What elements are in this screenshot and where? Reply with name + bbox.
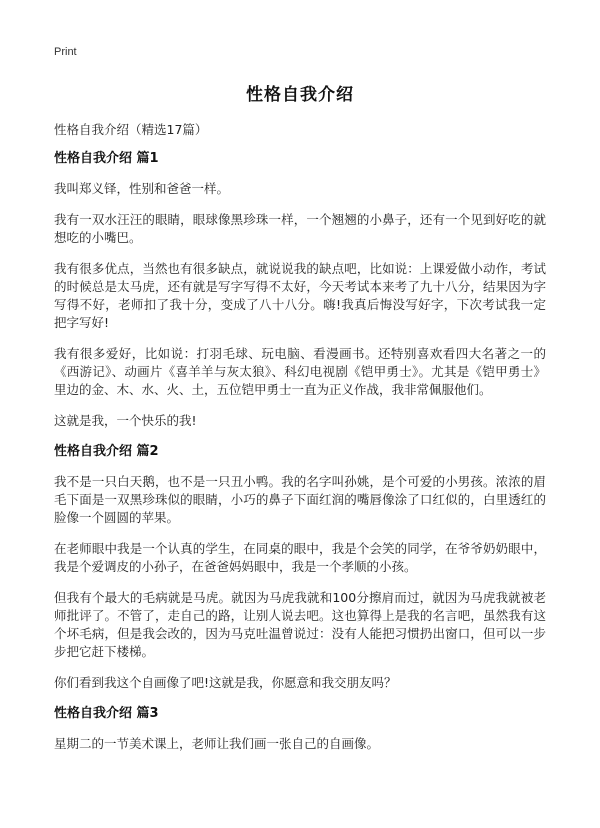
section-2 bbox=[54, 443, 546, 692]
paragraph: 在老师眼中我是一个认真的学生，在同桌的眼中，我是个会笑的同学，在爷爷奶奶眼中，我是个爱调皮的小孙子，在爸爸妈妈眼中，我是一个孝顺的小孩。 bbox=[54, 541, 546, 574]
section-heading: 性格自我介绍 篇3 bbox=[54, 706, 159, 721]
document-subtitle: 性格自我介绍（精选17篇） bbox=[54, 122, 208, 137]
paragraph: 我叫郑义铎，性别和爸爸一样。 bbox=[54, 181, 230, 196]
paragraph: 你们看到我这个自画像了吧!这就是我，你愿意和我交朋友吗？ bbox=[54, 675, 397, 690]
paragraph: 这就是我，一个快乐的我! bbox=[54, 413, 197, 428]
section-heading: 性格自我介绍 篇1 bbox=[54, 151, 159, 166]
print-link[interactable]: Print bbox=[54, 46, 77, 58]
section-3 bbox=[54, 705, 546, 753]
paragraph: 我有很多爱好，比如说：打羽毛球、玩电脑、看漫画书。还特别喜欢看四大名著之一的《西游记》、动画片《喜羊羊与灰太狼》、科幻电视剧《铠甲勇士》。尤其是《铠甲勇士》里边的金、木、水、火、土，五位铠甲勇士一直为正义作战，我非常佩服他们。 bbox=[54, 346, 546, 397]
paragraph: 我有很多优点，当然也有很多缺点，就说说我的缺点吧，比如说：上课爱做小动作，考试的时候总是太马虎，还有就是写字写得不太好，今天考试本来考了九十八分，结果因为字写得不好，老师扣了我十分，变成了八十八分。嗨!我真后悔没写好字，下次考试我一定把字写好! bbox=[54, 261, 546, 330]
section-heading: 性格自我介绍 篇2 bbox=[54, 444, 159, 459]
paragraph: 星期二的一节美术课上，老师让我们画一张自己的自画像。 bbox=[54, 736, 380, 751]
paragraph: 但我有个最大的毛病就是马虎。就因为马虎我就和100分擦肩而过，就因为马虎我就被老师批评了。不管了，走自己的路，让别人说去吧。这也算得上是我的名言吧，虽然我有这个坏毛病，但是我会改的，因为马克吐温曾说过：没有人能把习惯扔出窗口，但可以一步步把它赶下楼梯。 bbox=[54, 590, 546, 659]
document-body bbox=[54, 150, 546, 766]
page-title: 性格自我介绍 bbox=[246, 85, 354, 105]
section-1 bbox=[54, 150, 546, 430]
paragraph: 我不是一只白天鹅，也不是一只丑小鸭。我的名字叫孙姚，是个可爱的小男孩。浓浓的眉毛下面是一双黑珍珠似的眼睛，小巧的鼻子下面红润的嘴唇像涂了口红似的，白里透红的脸像一个圆圆的苹果。 bbox=[54, 474, 546, 525]
paragraph: 我有一双水汪汪的眼睛，眼球像黑珍珠一样，一个翘翘的小鼻子，还有一个见到好吃的就想吃的小嘴巴。 bbox=[54, 212, 546, 245]
